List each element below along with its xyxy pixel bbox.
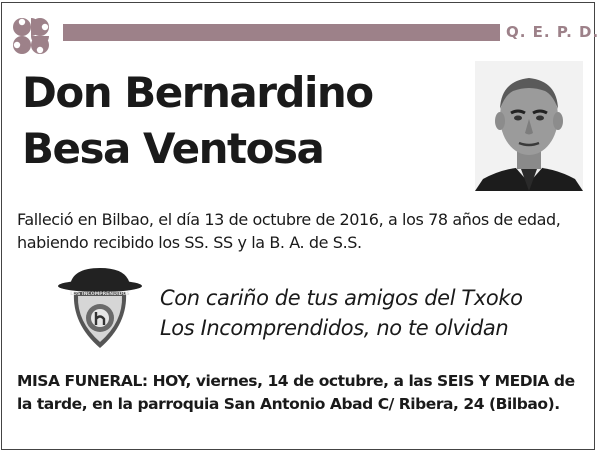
deceased-name [22, 65, 373, 177]
txoko-emblem-icon [56, 266, 144, 352]
funeral-mass-text: MISA FUNERAL: HOY, viernes, 14 de octubre, a las SEIS Y MEDIA de la tarde, en la parroquia San Antonio Abad C/ Ribera, 24 (Bilbao). [17, 372, 575, 413]
announcement-text: Falleció en Bilbao, el día 13 de octubre de 2016, a los 78 años de edad, habiendo recibido los SS. SS y la B. A. de S.S. [17, 210, 561, 252]
name-line-2: Besa Ventosa [22, 124, 324, 173]
lauburu-icon [9, 14, 53, 58]
portrait-photo [475, 61, 583, 191]
qepd-label: Q. E. P. D. [506, 23, 600, 41]
dedication-text [160, 283, 523, 343]
dedication-line-2: Los Incomprendidos, no te olvidan [160, 316, 509, 340]
emblem-text: LOS INCOMPRENDIDOS [70, 292, 130, 297]
obituary-card [1, 2, 600, 450]
dedication-line-1: Con cariño de tus amigos del Txoko [160, 286, 523, 310]
name-line-1: Don Bernardino [22, 68, 373, 117]
header-bar [63, 24, 500, 41]
